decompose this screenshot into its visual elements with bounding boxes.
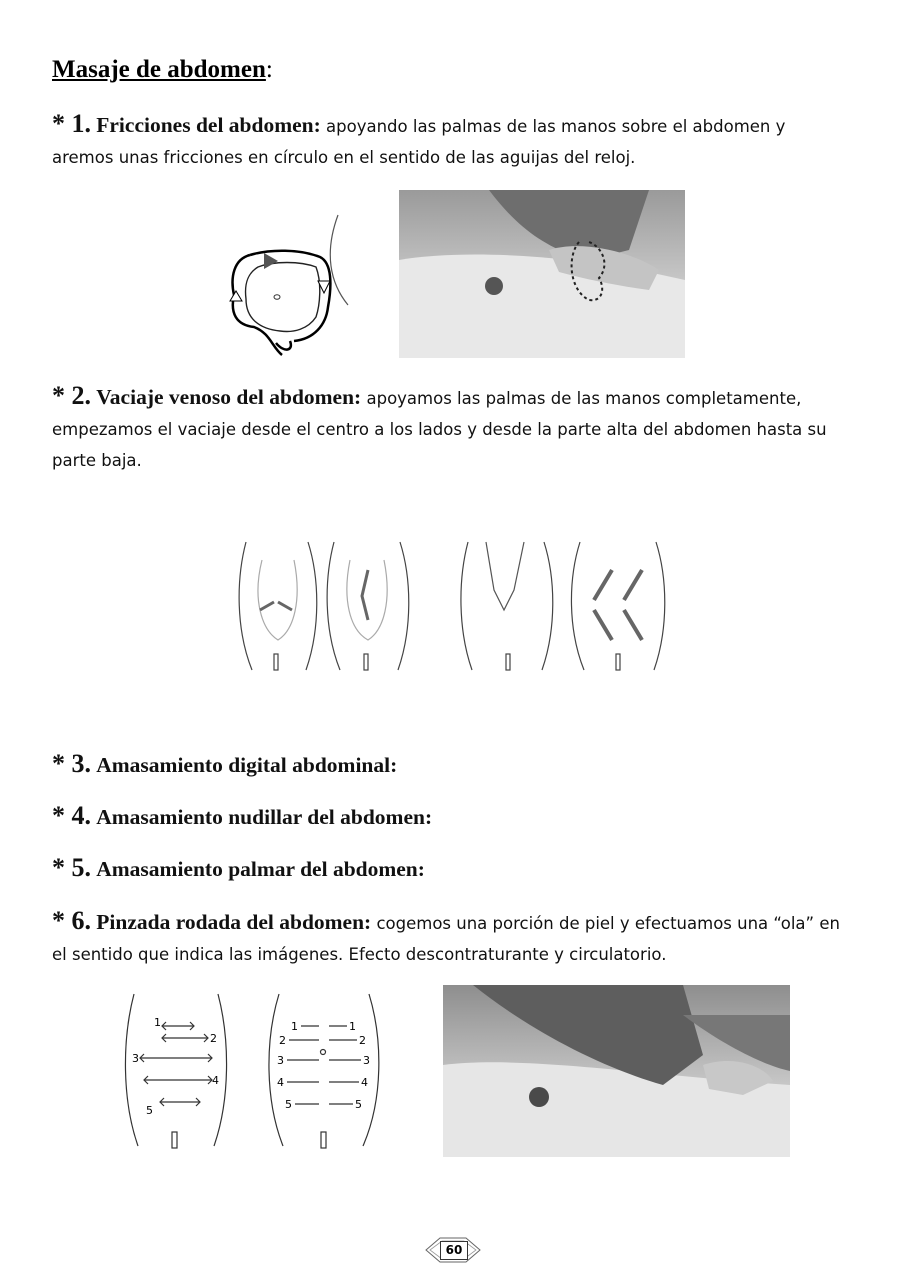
- page-title-colon: :: [265, 56, 273, 83]
- diagram-left-label-3: 3: [132, 1052, 139, 1065]
- item-5-paragraph: [52, 852, 852, 886]
- item-5-heading: Amasamiento palmar del abdomen:: [96, 857, 425, 881]
- item-4-paragraph: [52, 800, 852, 834]
- item-3-heading: Amasamiento digital abdominal:: [96, 753, 398, 777]
- item-2-heading: Vaciaje venoso del abdomen:: [96, 385, 362, 409]
- item-5-number: * 5.: [52, 853, 91, 882]
- item-3-number: * 3.: [52, 749, 91, 778]
- diagram-right-label-2a: 2: [279, 1034, 286, 1047]
- skin-roll-diagram-right: [265, 990, 385, 1150]
- item-2-text: apoyamos las palmas de las manos completamente, empezamos el vaciaje desde el centro a los lados y desde la parte alta del abdomen hasta su parte baja.: [52, 389, 827, 470]
- diagram-right-label-4b: 4: [361, 1076, 368, 1089]
- diagram-right-label-1a: 1: [291, 1020, 298, 1033]
- diagram-right-label-3a: 3: [277, 1054, 284, 1067]
- diagram-left-label-2: 2: [210, 1032, 217, 1045]
- page-title-text: Masaje de abdomen: [52, 56, 266, 83]
- page-number-box: [424, 1236, 482, 1264]
- item-2-number: * 2.: [52, 381, 91, 410]
- diagram-right-label-4a: 4: [277, 1076, 284, 1089]
- item-6-number: * 6.: [52, 906, 91, 935]
- diagram-left-label-1: 1: [154, 1016, 161, 1029]
- diagram-right-label-3b: 3: [363, 1054, 370, 1067]
- item-1-text: apoyando las palmas de las manos sobre el abdomen y aremos unas fricciones en círculo en el sentido de las aguijas del reloj.: [52, 117, 786, 167]
- item-2-paragraph: [52, 380, 852, 476]
- item-1-number: * 1.: [52, 109, 91, 138]
- diagram-right-label-2b: 2: [359, 1034, 366, 1047]
- diagram-right-label-1b: 1: [349, 1020, 356, 1033]
- skin-roll-diagram-left: [122, 990, 230, 1150]
- diagram-left-label-5: 5: [146, 1104, 153, 1117]
- venous-drainage-diagrams: [232, 540, 672, 675]
- skin-roll-massage-photo: [443, 985, 790, 1157]
- item-1-heading: Fricciones del abdomen:: [96, 113, 321, 137]
- item-4-heading: Amasamiento nudillar del abdomen:: [96, 805, 433, 829]
- item-6-text: cogemos una porción de piel y efectuamos una “ola” en el sentido que indica las imágenes. Efecto descontraturante y circulatorio.: [52, 914, 840, 964]
- item-1-paragraph: [52, 108, 852, 173]
- item-3-paragraph: [52, 748, 852, 782]
- diagram-right-label-5b: 5: [355, 1098, 362, 1111]
- friction-massage-photo: [399, 190, 685, 358]
- diagram-right-label-5a: 5: [285, 1098, 292, 1111]
- item-6-paragraph: [52, 905, 852, 970]
- item-6-heading: Pinzada rodada del abdomen:: [96, 910, 372, 934]
- item-4-number: * 4.: [52, 801, 91, 830]
- page-number: 60: [440, 1241, 468, 1260]
- page-title: [52, 56, 273, 84]
- diagram-left-label-4: 4: [212, 1074, 219, 1087]
- colon-circular-diagram: [220, 213, 350, 359]
